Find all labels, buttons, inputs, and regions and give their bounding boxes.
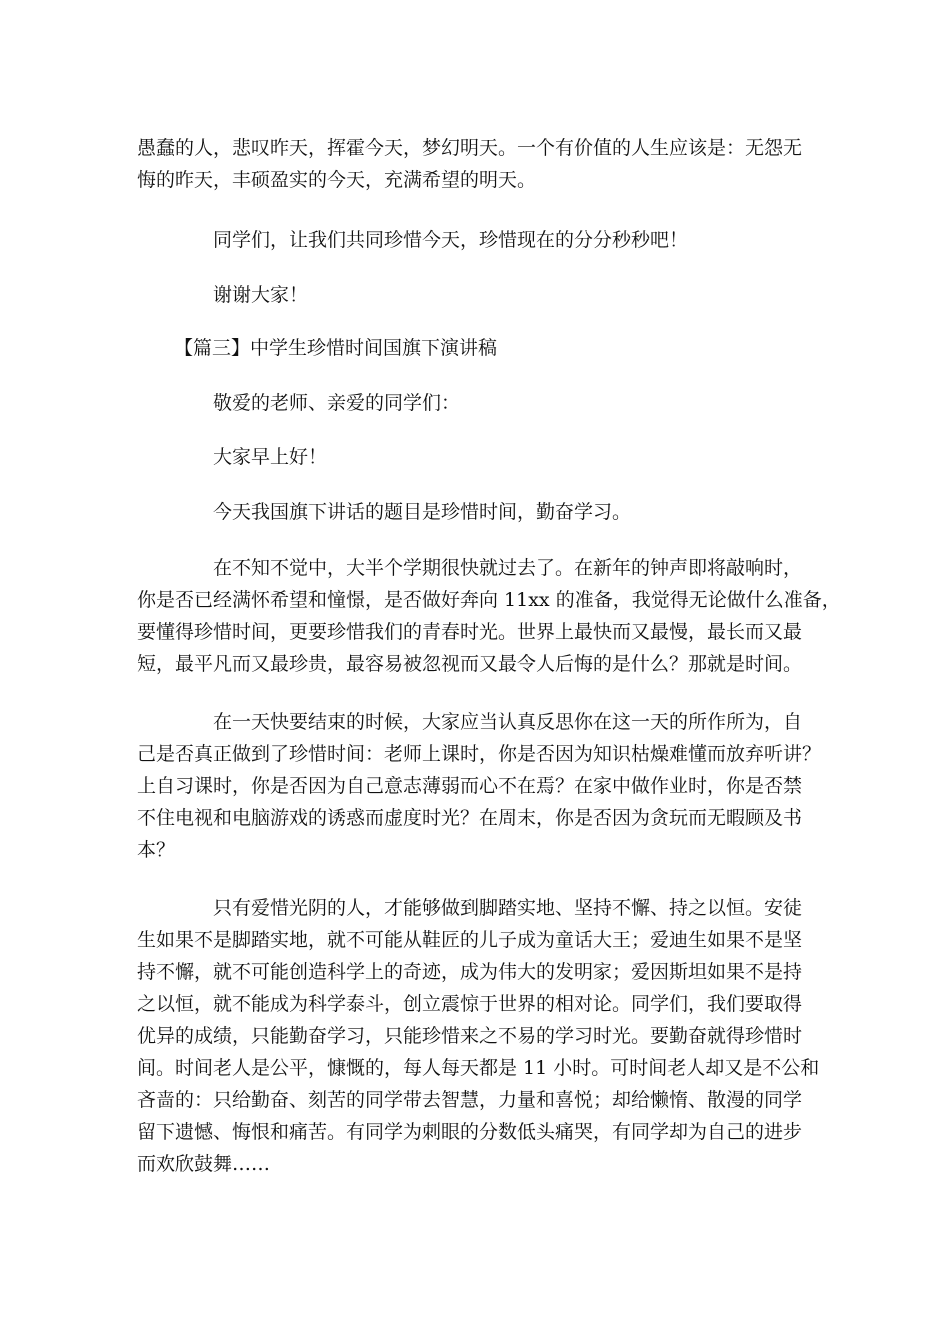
paragraph-thanks [137, 279, 822, 311]
text-line: 只有爱惜光阴的人，才能够做到脚踏实地、坚持不懈、持之以恒。安徒 [213, 897, 803, 919]
text-line: 要懂得珍惜时间，更要珍惜我们的青春时光。世界上最快而又最慢，最长而又最 [137, 621, 803, 643]
paragraph-conclusion [137, 132, 822, 196]
text-line: 今天我国旗下讲话的题目是珍惜时间，勤奋学习。 [213, 501, 632, 523]
paragraph-greeting [137, 441, 822, 473]
text-line: 同学们，让我们共同珍惜今天，珍惜现在的分分秒秒吧！ [213, 229, 689, 251]
paragraph-body-1 [137, 552, 841, 680]
text-line: 留下遗憾、悔恨和痛苦。有同学为刺眼的分数低头痛哭，有同学却为自己的进步 [137, 1121, 803, 1143]
text-line: 生如果不是脚踏实地，就不可能从鞋匠的儿子成为童话大王；爱迪生如果不是坚 [137, 929, 803, 951]
text-line: 大家早上好！ [213, 446, 328, 468]
text-line: 而欢欣鼓舞…… [137, 1153, 271, 1175]
paragraph-topic [137, 496, 822, 528]
text-line: 之以恒，就不能成为科学泰斗，创立震惊于世界的相对论。同学们，我们要取得 [137, 993, 803, 1015]
text-line: 本？ [137, 839, 176, 861]
text-line: 在一天快要结束的时候，大家应当认真反思你在这一天的所作所为，自 [213, 711, 803, 733]
text-line: 吝啬的：只给勤奋、刻苦的同学带去智慧，力量和喜悦；却给懒惰、散漫的同学 [137, 1089, 803, 1111]
text-line: 间。时间老人是公平，慷慨的，每人每天都是 11 小时。可时间老人却又是不公和 [137, 1057, 820, 1079]
text-line: 谢谢大家！ [213, 284, 309, 306]
text-line: 优异的成绩，只能勤奋学习，只能珍惜来之不易的学习时光。要勤奋就得珍惜时 [137, 1025, 803, 1047]
text-line: 敬爱的老师、亲爱的同学们： [213, 392, 461, 414]
section-title: 【篇三】中学生珍惜时间国旗下演讲稿 [174, 337, 498, 359]
paragraph-body-3 [137, 892, 822, 1180]
section-heading [137, 332, 822, 364]
text-line: 你是否已经满怀希望和憧憬，是否做好奔向 11xx 的准备，我觉得无论做什么准备， [137, 589, 841, 611]
paragraph-appeal [137, 224, 822, 256]
paragraph-body-2 [137, 706, 822, 866]
text-line: 上自习课时，你是否因为自己意志薄弱而心不在焉？在家中做作业时，你是否禁 [137, 775, 803, 797]
text-line: 悔的昨天，丰硕盈实的今天，充满希望的明天。 [137, 169, 537, 191]
text-line: 不住电视和电脑游戏的诱惑而虚度时光？在周末，你是否因为贪玩而无暇顾及书 [137, 807, 803, 829]
text-line: 在不知不觉中，大半个学期很快就过去了。在新年的钟声即将敲响时， [213, 557, 803, 579]
text-line: 己是否真正做到了珍惜时间：老师上课时，你是否因为知识枯燥难懂而放弃听讲？ [137, 743, 822, 765]
text-line: 愚蠢的人，悲叹昨天，挥霍今天，梦幻明天。一个有价值的人生应该是：无怨无 [137, 137, 803, 159]
text-line: 短，最平凡而又最珍贵，最容易被忽视而又最令人后悔的是什么？那就是时间。 [137, 653, 803, 675]
paragraph-salutation [137, 387, 822, 419]
text-line: 持不懈，就不可能创造科学上的奇迹，成为伟大的发明家；爱因斯坦如果不是持 [137, 961, 803, 983]
